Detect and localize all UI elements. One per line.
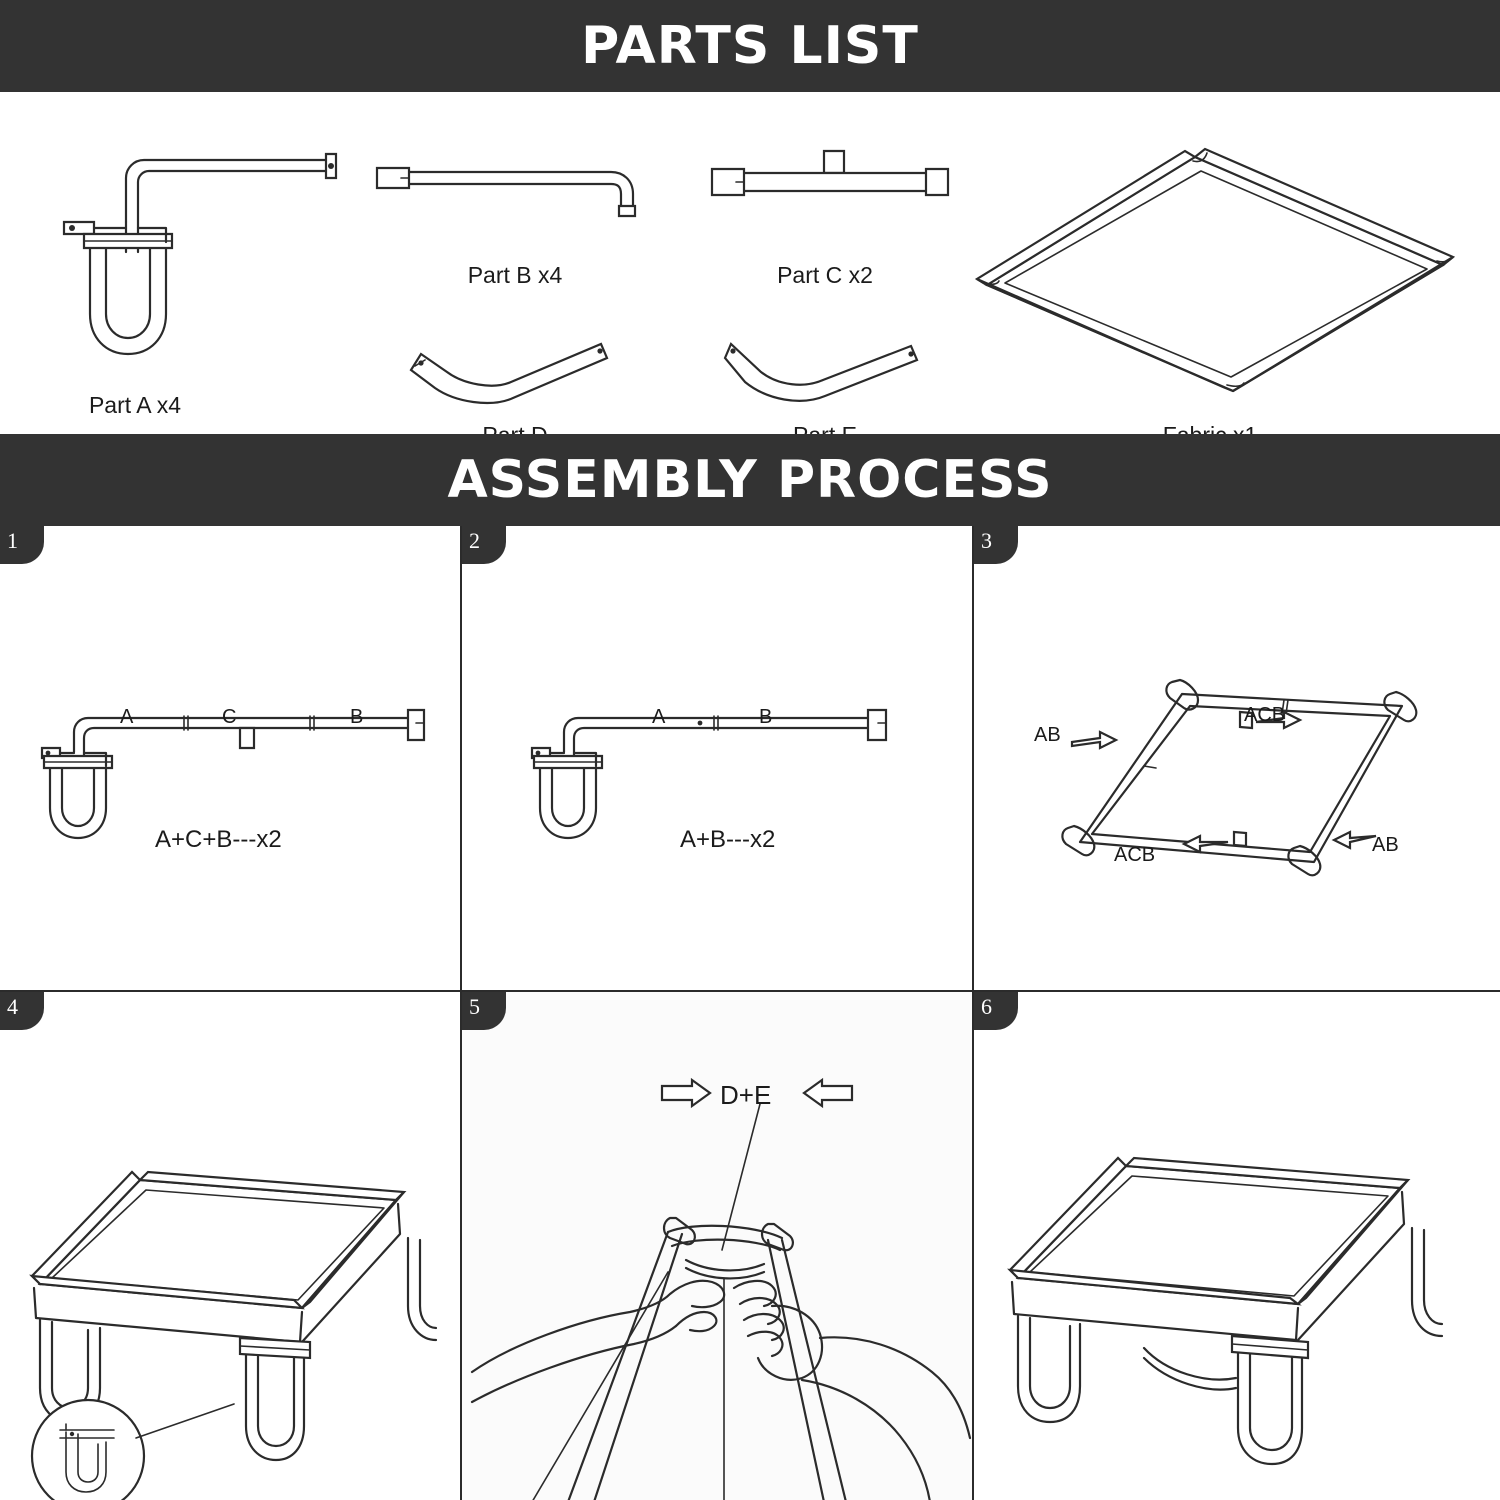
part-a-diagram bbox=[30, 142, 360, 382]
step-5-arrows bbox=[652, 1076, 972, 1116]
step-2-number: 2 bbox=[462, 526, 506, 564]
parts-list-banner bbox=[0, 0, 1500, 92]
assembly-grid bbox=[0, 526, 1500, 1500]
fabric-diagram bbox=[965, 137, 1465, 417]
part-a-label: Part A x4 bbox=[88, 392, 182, 418]
step-3-marker-ab-2: AB bbox=[1372, 834, 1399, 856]
step-4-number: 4 bbox=[0, 992, 44, 1030]
step-5-number: 5 bbox=[462, 992, 506, 1030]
part-e-diagram bbox=[705, 284, 935, 404]
parts-list-title: PARTS LIST bbox=[581, 16, 919, 76]
part-c-label: Part C x2 bbox=[777, 262, 873, 288]
step-3-marker-acb-2: ACB bbox=[1114, 844, 1156, 866]
part-b-label: Part B x4 bbox=[467, 262, 563, 288]
step-3-marker-ab-1: AB bbox=[1034, 724, 1061, 746]
step-3-marker-acb-1: ACB bbox=[1244, 704, 1286, 726]
part-c-diagram bbox=[710, 147, 960, 227]
step-4-cell bbox=[0, 992, 460, 1500]
step-6-cell bbox=[974, 992, 1500, 1500]
step-2-marker-b: B bbox=[759, 706, 773, 728]
step-6-number: 6 bbox=[974, 992, 1018, 1030]
step-1-marker-a: A bbox=[120, 706, 134, 728]
step-1-cell bbox=[0, 526, 460, 990]
step-1-marker-b: B bbox=[350, 706, 364, 728]
step-2-caption: A+B---x2 bbox=[680, 826, 776, 853]
part-b-diagram bbox=[375, 154, 655, 234]
step-3-diagram bbox=[984, 656, 1494, 906]
step-4-diagram bbox=[10, 1142, 450, 1492]
assembly-process-banner bbox=[0, 434, 1500, 526]
step-5-diagram bbox=[472, 1072, 972, 1500]
step-2-cell bbox=[462, 526, 972, 990]
step-5-caption: D+E bbox=[720, 1080, 772, 1110]
step-1-number: 1 bbox=[0, 526, 44, 564]
step-3-number: 3 bbox=[974, 526, 1018, 564]
step-6-diagram bbox=[984, 1132, 1484, 1492]
step-2-marker-a: A bbox=[652, 706, 666, 728]
part-d-diagram bbox=[395, 284, 625, 404]
assembly-process-title: ASSEMBLY PROCESS bbox=[447, 450, 1053, 510]
step-5-cell bbox=[462, 992, 972, 1500]
step-1-marker-c: C bbox=[222, 706, 237, 728]
parts-list-area bbox=[0, 92, 1500, 434]
step-1-caption: A+C+B---x2 bbox=[155, 826, 282, 853]
step-3-cell bbox=[974, 526, 1500, 990]
